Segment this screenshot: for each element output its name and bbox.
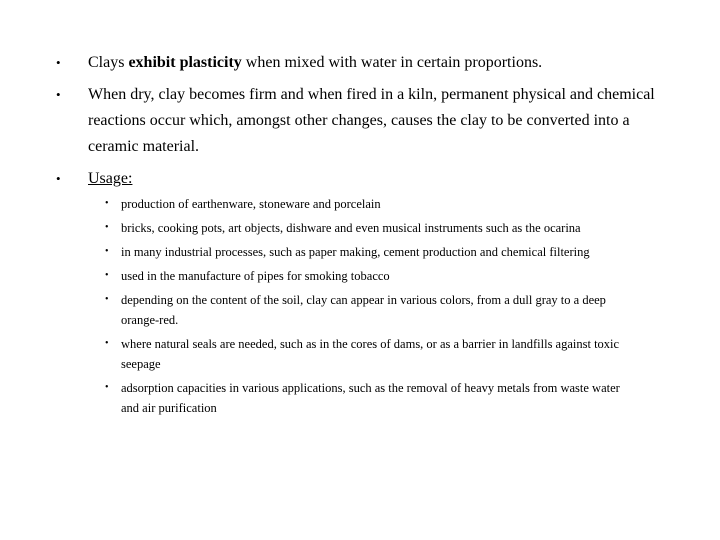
usage-item-text: used in the manufacture of pipes for smoking tobacco <box>121 269 390 283</box>
plasticity-suffix: when mixed with water in certain proportions. <box>241 54 543 71</box>
usage-item <box>99 378 639 418</box>
usage-item-text: where natural seals are needed, such as in the cores of dams, or as a barrier in landfills against toxic seepage <box>121 337 620 371</box>
usage-item-text: bricks, cooking pots, art objects, dishware and even musical instruments such as the ocarina <box>121 221 581 235</box>
main-bullet-list <box>56 50 676 424</box>
usage-label: Usage: <box>88 170 133 187</box>
usage-item <box>99 242 639 262</box>
plasticity-emphasis: exhibit plasticity <box>128 54 242 71</box>
usage-item <box>99 218 639 238</box>
bullet-item-plasticity <box>56 50 676 76</box>
usage-item-text: production of earthenware, stoneware and porcelain <box>121 197 381 211</box>
bullet-marker: • <box>56 55 61 70</box>
plasticity-prefix: Clays <box>88 54 129 71</box>
usage-item-text: depending on the content of the soil, clay can appear in various colors, from a dull gray to a deep orange-red. <box>121 293 606 327</box>
usage-item-text: adsorption capacities in various applications, such as the removal of heavy metals from waste water and air purification <box>121 381 620 415</box>
bullet-marker: • <box>56 87 61 102</box>
usage-sub-list <box>99 194 639 418</box>
bullet-item-firing <box>56 82 676 160</box>
usage-item <box>99 290 639 330</box>
sub-bullet-marker: • <box>105 338 109 349</box>
bullet-marker: • <box>56 171 61 186</box>
usage-item <box>99 266 639 286</box>
bullet-item-usage <box>56 166 676 418</box>
sub-bullet-marker: • <box>105 294 109 305</box>
usage-item <box>99 334 639 374</box>
sub-bullet-marker: • <box>105 246 109 257</box>
sub-bullet-marker: • <box>105 198 109 209</box>
sub-bullet-marker: • <box>105 222 109 233</box>
usage-item <box>99 194 639 214</box>
usage-item-text: in many industrial processes, such as paper making, cement production and chemical filtering <box>121 245 590 259</box>
sub-bullet-marker: • <box>105 270 109 281</box>
sub-bullet-marker: • <box>105 382 109 393</box>
firing-text: When dry, clay becomes firm and when fired in a kiln, permanent physical and chemical reactions occur which, amongst other changes, causes the clay to be converted into a ceramic material. <box>88 86 655 155</box>
